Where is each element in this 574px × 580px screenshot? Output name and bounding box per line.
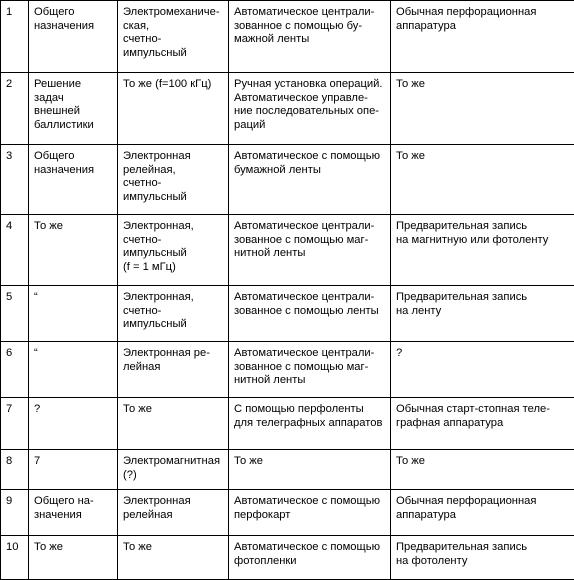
control-cell: Автоматическое с помощью бумажной ленты — [229, 145, 391, 215]
type-cell: Электронная ре- лейная — [118, 342, 229, 398]
input-cell: То же — [391, 73, 574, 145]
purpose-cell: Решение задач внешней баллистики — [29, 73, 118, 145]
table-row — [1, 398, 574, 450]
table-row — [1, 215, 574, 286]
type-cell: То же — [118, 536, 229, 580]
table-row — [1, 286, 574, 342]
row-number: 5 — [1, 286, 29, 342]
row-number: 2 — [1, 73, 29, 145]
input-cell: Обычная перфорационная аппаратура — [391, 1, 574, 73]
row-number: 8 — [1, 450, 29, 490]
type-cell: Электромеханиче- ская, счетно- импульсный — [118, 1, 229, 73]
type-cell: Электронная, счетно- импульсный (f = 1 мГц) — [118, 215, 229, 286]
input-cell: ? — [391, 342, 574, 398]
purpose-cell: То же — [29, 215, 118, 286]
type-cell: Электромагнитная (?) — [118, 450, 229, 490]
row-number: 10 — [1, 536, 29, 580]
type-cell: Электронная релейная — [118, 490, 229, 536]
purpose-cell: “ — [29, 342, 118, 398]
table-row — [1, 342, 574, 398]
purpose-cell: 7 — [29, 450, 118, 490]
input-cell: То же — [391, 145, 574, 215]
row-number: 3 — [1, 145, 29, 215]
input-cell: Предварительная запись на магнитную или фотоленту — [391, 215, 574, 286]
row-number: 4 — [1, 215, 29, 286]
type-cell: То же — [118, 398, 229, 450]
table-row — [1, 1, 574, 73]
control-cell: Автоматическое централи- зованное с помощью ленты — [229, 286, 391, 342]
table-row — [1, 145, 574, 215]
control-cell: Автоматическое централи- зованное с помощью маг- нитной ленты — [229, 215, 391, 286]
control-cell: Ручная установка операций. Автоматическое управле- ние последовательных опе- раций — [229, 73, 391, 145]
input-cell: Обычная перфорационная аппаратура — [391, 490, 574, 536]
type-cell: То же (f=100 кГц) — [118, 73, 229, 145]
control-cell: Автоматическое централи- зованное с помощью бу- мажной ленты — [229, 1, 391, 73]
table-row — [1, 450, 574, 490]
purpose-cell: “ — [29, 286, 118, 342]
type-cell: Электронная, счетно- импульсный — [118, 286, 229, 342]
input-cell: Предварительная запись на ленту — [391, 286, 574, 342]
input-cell: То же — [391, 450, 574, 490]
control-cell: Автоматическое с помощью перфокарт — [229, 490, 391, 536]
row-number: 1 — [1, 1, 29, 73]
purpose-cell: ? — [29, 398, 118, 450]
purpose-cell: То же — [29, 536, 118, 580]
row-number: 7 — [1, 398, 29, 450]
input-cell: Предварительная запись на фотоленту — [391, 536, 574, 580]
control-cell: Автоматическое централи- зованное с помощью маг- нитной ленты — [229, 342, 391, 398]
input-cell: Обычная старт-стопная теле- графная аппаратура — [391, 398, 574, 450]
purpose-cell: Общего назначения — [29, 1, 118, 73]
control-cell: Автоматическое с помощью фотопленки — [229, 536, 391, 580]
table-row — [1, 490, 574, 536]
table-row — [1, 73, 574, 145]
table-row — [1, 536, 574, 580]
row-number: 6 — [1, 342, 29, 398]
row-number: 9 — [1, 490, 29, 536]
purpose-cell: Общего на- значения — [29, 490, 118, 536]
purpose-cell: Общего назначения — [29, 145, 118, 215]
control-cell: С помощью перфоленты для телеграфных аппаратов — [229, 398, 391, 450]
type-cell: Электронная релейная, счетно- импульсный — [118, 145, 229, 215]
control-cell: То же — [229, 450, 391, 490]
